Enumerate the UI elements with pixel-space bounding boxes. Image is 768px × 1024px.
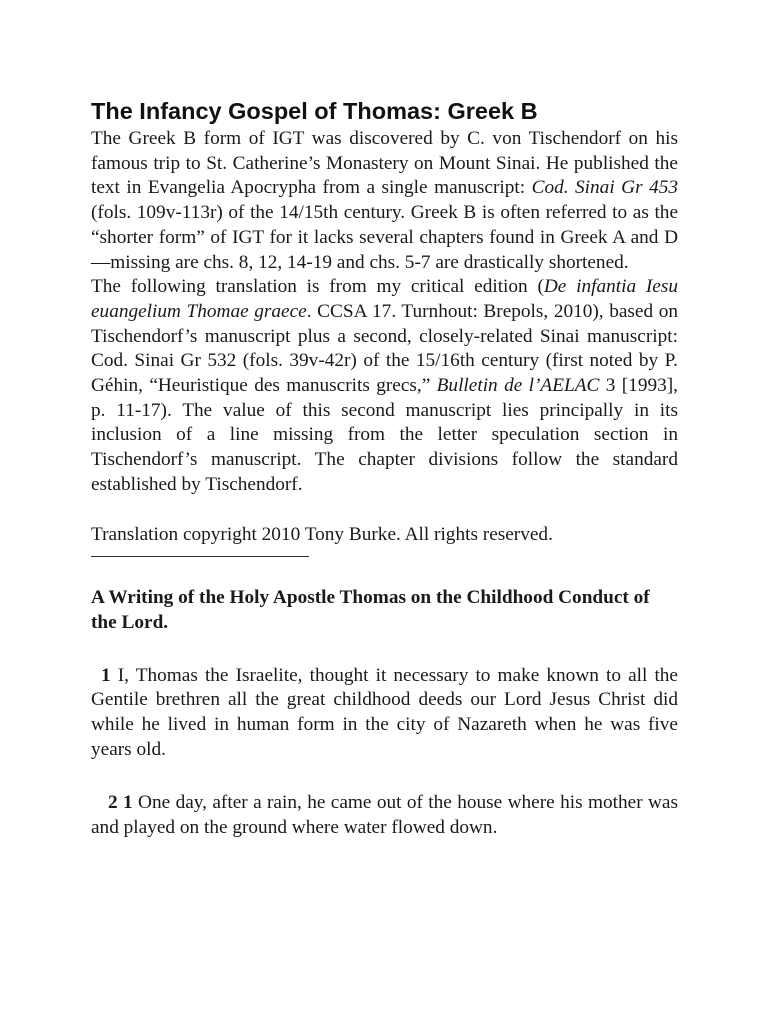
intro-paragraph-discovery — [91, 127, 678, 275]
verse-text: I, Thomas the Israelite, thought it necessary to make known to all the Gentile brethren all the great childhood deeds our Lord Jesus Christ did while he lived in human form in the city of Nazareth when he was five years old. — [91, 664, 678, 760]
intro-paragraph-edition — [91, 275, 678, 497]
intro2-text-a: The following translation is from my critical edition ( — [91, 276, 544, 298]
verse-text: One day, after a rain, he came out of the house where his mother was and played on the ground where water flowed down. — [91, 792, 678, 839]
copyright-notice: Translation copyright 2010 Tony Burke. All rights reserved. — [91, 523, 553, 545]
intro2-edition-title: De infantia Iesu euangelium Thomae graece — [91, 276, 678, 322]
verse-paragraph — [91, 664, 678, 763]
verse-number: 1 — [101, 664, 111, 686]
intro1-text-a: The Greek B form of IGT was discovered by C. von Tischendorf on his famous trip to St. Catherine’s Monastery on Mount Sinai. He published the text in Evangelia Apocrypha from a single manuscript: — [91, 128, 678, 199]
verse-number: 2 1 — [108, 792, 133, 814]
intro1-manuscript-citation: Cod. Sinai Gr 453 — [531, 177, 678, 199]
intro2-text-c: 3 [1993], p. 11-17). The value of this second manuscript lies principally in its inclusion of a line missing from the letter speculation section in Tischendorf’s manuscript. The chapter divisions follow the standard established by Tischendorf. — [91, 375, 678, 495]
verse-paragraph — [91, 791, 678, 840]
intro2-journal-title: Bulletin de l’AELAC — [436, 375, 600, 397]
intro1-text-b: (fols. 109v-113r) of the 14/15th century. Greek B is often referred to as the “shorter form” of IGT for it lacks several chapters found in Greek A and D—missing are chs. 8, 12, 14-19 and chs. 5-7 are drastically shortened. — [91, 202, 678, 273]
section-divider — [91, 556, 309, 557]
document-title: The Infancy Gospel of Thomas: Greek B — [91, 98, 538, 124]
section-heading: A Writing of the Holy Apostle Thomas on the Childhood Conduct of the Lord. — [91, 587, 650, 633]
intro2-text-b: . CCSA 17. Turnhout: Brepols, 2010), based on Tischendorf’s manuscript plus a second, closely-related Sinai manuscript: Cod. Sinai Gr 532 (fols. 39v-42r) of the 15/16th century (first noted by P. Géhin, “Heuristique des manuscrits grecs,” — [91, 300, 678, 397]
document-page — [91, 96, 678, 841]
